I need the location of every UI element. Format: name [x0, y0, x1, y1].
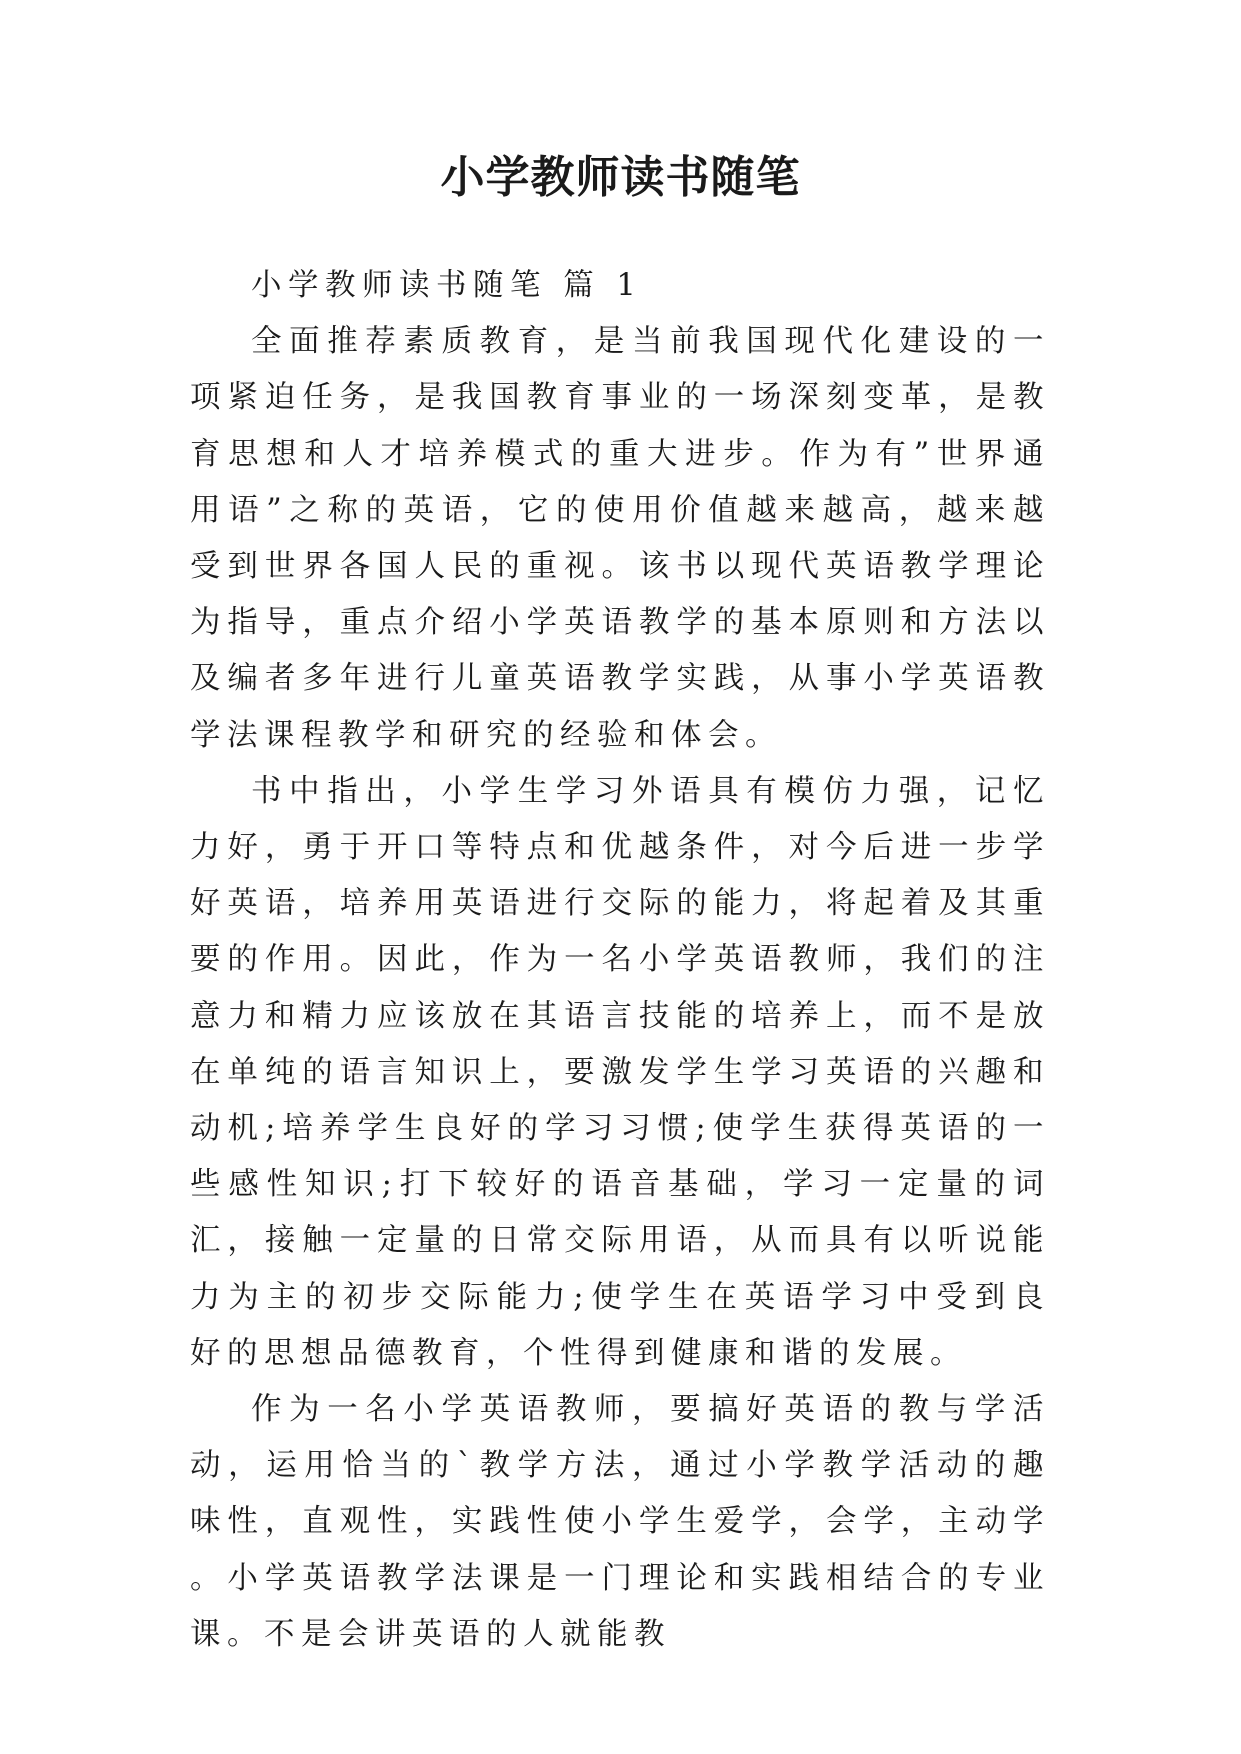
section-heading: 小学教师读书随笔 篇 1 — [251, 268, 643, 303]
paragraph: 作为一名小学英语教师，要搞好英语的教与学活动，运用恰当的`教学方法，通过小学教学活动的趣味性，直观性，实践性使小学生爱学，会学，主动学。小学英语教学法课是一门理论和实践相结合的专业课。不是会讲英语的人就能教 — [190, 1392, 1050, 1652]
document-title: 小学教师读书随笔 — [440, 152, 801, 203]
paragraph: 全面推荐素质教育，是当前我国现代化建设的一项紧迫任务，是我国教育事业的一场深刻变革，是教育思想和人才培养模式的重大进步。作为有”世界通用语”之称的英语，它的使用价值越来越高，越来越受到世界各国人民的重视。该书以现代英语教学理论为指导，重点介绍小学英语教学的基本原则和方法以及编者多年进行儿童英语教学实践，从事小学英语教学法课程教学和研究的经验和体会。 — [190, 324, 1050, 753]
paragraph: 书中指出，小学生学习外语具有模仿力强，记忆力好，勇于开口等特点和优越条件，对今后进一步学好英语，培养用英语进行交际的能力，将起着及其重要的作用。因此，作为一名小学英语教师，我们的注意力和精力应该放在其语言技能的培养上，而不是放在单纯的语言知识上，要激发学生学习英语的兴趣和动机;培养学生良好的学习习惯;使学生获得英语的一些感性知识;打下较好的语音基础，学习一定量的词汇，接触一定量的日常交际用语，从而具有以听说能力为主的初步交际能力;使学生在英语学习中受到良好的思想品德教育，个性得到健康和谐的发展。 — [190, 773, 1050, 1371]
document-body — [190, 258, 1050, 1663]
